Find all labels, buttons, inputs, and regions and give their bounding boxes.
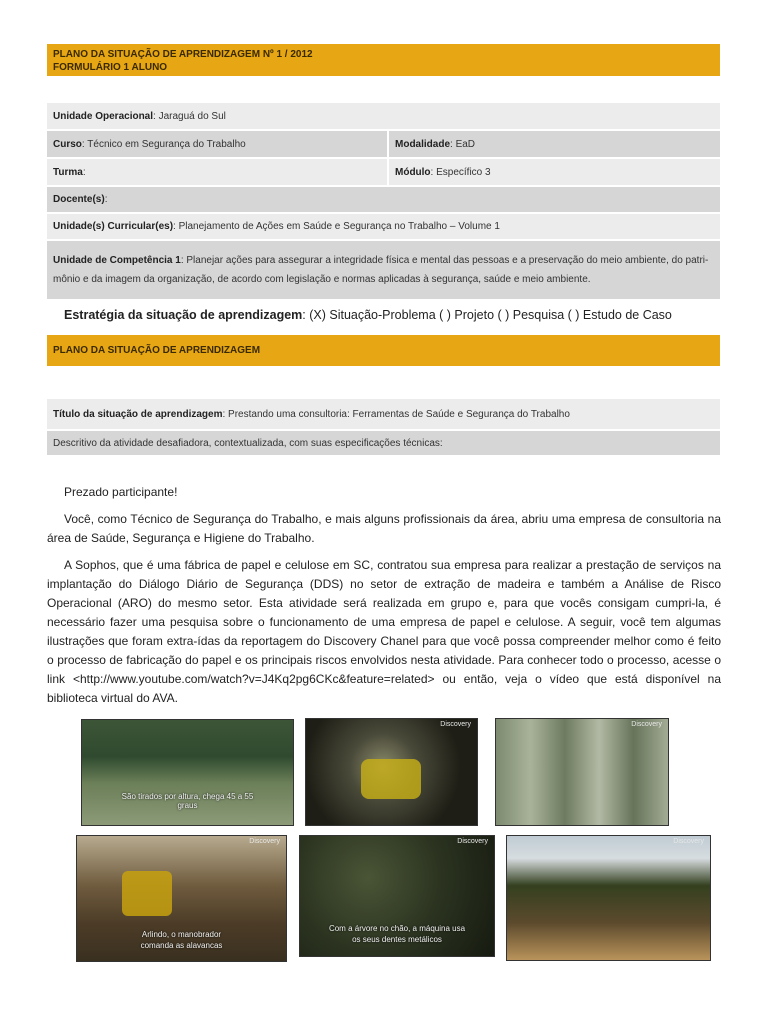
photo-4-caption-line-2: comanda as alavancas [140,941,223,950]
row-docentes [47,187,720,212]
curso-label: Curso [53,138,82,150]
photo-5-caption-line-1: Com a árvore no chão, a máquina usa [328,924,466,933]
form-header-subtitle: FORMULÁRIO 1 ALUNO [53,62,168,73]
cell-descritivo [47,431,720,455]
form-header [47,44,720,76]
row-unidades-curriculares [47,214,720,239]
competencia-value: : Planejar ações para assegurar a integridade física e mental das pessoas e a preservação do meio ambiente, do patri-mônio e da imagem da organização, de acordo com legislação e normas aplicadas à segurança, saúde e meio ambiente. [53,255,709,285]
photo-harvester-head [305,718,478,826]
docentes-value: : [104,194,108,205]
row-curso [47,131,720,157]
strategy-line [64,308,724,322]
titulo-label: Título da situação de aprendizagem [53,408,223,420]
plan-header [47,335,720,366]
strategy-value: : (X) Situação-Problema ( ) Projeto ( ) Pesquisa ( ) Estudo de Caso [302,308,672,322]
cell-unidades-curriculares [47,214,720,239]
docentes-label: Docente(s) [53,194,105,205]
row-competencia [47,241,720,299]
cell-curso [47,131,387,157]
cell-turma [47,159,387,185]
row-unidade-operacional [47,103,720,129]
modulo-label: Módulo [395,166,431,178]
cell-competencia [47,241,720,299]
photo-2-machine [361,759,421,799]
photo-2-logo: Discovery [440,721,471,728]
unidades-curriculares-value: : Planejamento de Ações em Saúde e Segurança no Trabalho – Volume 1 [173,221,500,232]
unidade-operacional-value: : Jaraguá do Sul [153,110,226,122]
paragraph-1: Você, como Técnico de Segurança do Trabalho, e mais alguns profissionais da área, abriu uma empresa de consultoria na área de Saúde, Segurança e Higiene do Trabalho. [47,512,721,545]
photo-4-machine [122,871,172,916]
turma-label: Turma [53,166,83,178]
cell-docentes [47,187,720,212]
row-descritivo [47,431,720,455]
competencia-label: Unidade de Competência 1 [53,255,181,266]
cell-modulo [389,159,720,185]
row-turma [47,159,720,185]
paragraph-2: A Sophos, que é uma fábrica de papel e celulose em SC, contratou sua empresa para realizar a prestação de serviços na implantação do Diálogo Diário de Segurança (DDS) no setor de extração de madeira e também a Análise de Risco Operacional (ARO) do mesmo setor. Esta atividade será realizada em grupo e, para que vocês consigam cumpri-la, é necessário fazer uma pesquisa sobre o funcionamento de uma empresa de papel e celulose. A seguir, você tem algumas ilustrações que foram extra-ídas da reportagem do Discovery Chanel para que você possa compreender melhor como é feito o processo de fabricação do papel e os principais riscos envolvidos nesta atividade. Para conhecer todo o processo, acesse o link <http://www.youtube.com/watch?v=J4Kq2pg6CKc&feature=related> ou então, veja o vídeo que está disponível na biblioteca virtual do AVA. [47,558,721,705]
unidade-operacional-label: Unidade Operacional [53,110,154,122]
descritivo-text: Descritivo da atividade desafiadora, contextualizada, com suas especificações técnicas: [53,437,443,449]
photo-eucalyptus-forest [495,718,669,826]
strategy-label: Estratégia da situação de aprendizagem [64,308,303,322]
photo-felled-tree [299,835,495,957]
unidades-curriculares-label: Unidade(s) Curricular(es) [53,221,174,232]
form-header-title: PLANO DA SITUAÇÃO DE APRENDIZAGEM Nº 1 / 2012 [53,49,313,60]
photo-6-logo: Discovery [673,838,704,845]
turma-value: : [82,166,86,178]
titulo-value: : Prestando uma consultoria: Ferramentas de Saúde e Segurança do Trabalho [222,408,570,420]
photo-4-caption-line-1: Arlindo, o manobrador [141,930,222,939]
photo-pine-plantation [81,719,294,826]
row-titulo [47,399,720,429]
photo-5-caption-line-2: os seus dentes metálicos [352,935,442,944]
cell-unidade-operacional [47,103,720,129]
photo-operator-harvester [76,835,287,962]
photo-log-pile [506,835,711,961]
modalidade-value: : EaD [450,138,476,150]
cell-modalidade [389,131,720,157]
photo-5-logo: Discovery [457,838,488,845]
greeting: Prezado participante! [64,485,178,499]
photo-4-logo: Discovery [249,838,280,845]
modulo-value: : Específico 3 [430,166,491,178]
modalidade-label: Modalidade [395,138,451,150]
photo-3-logo: Discovery [631,721,662,728]
photo-1-caption: São tirados por altura, chega 45 a 55 graus [121,792,254,810]
cell-titulo [47,399,720,429]
plan-header-title: PLANO DA SITUAÇÃO DE APRENDIZAGEM [53,345,261,356]
curso-value: : Técnico em Segurança do Trabalho [81,138,246,150]
